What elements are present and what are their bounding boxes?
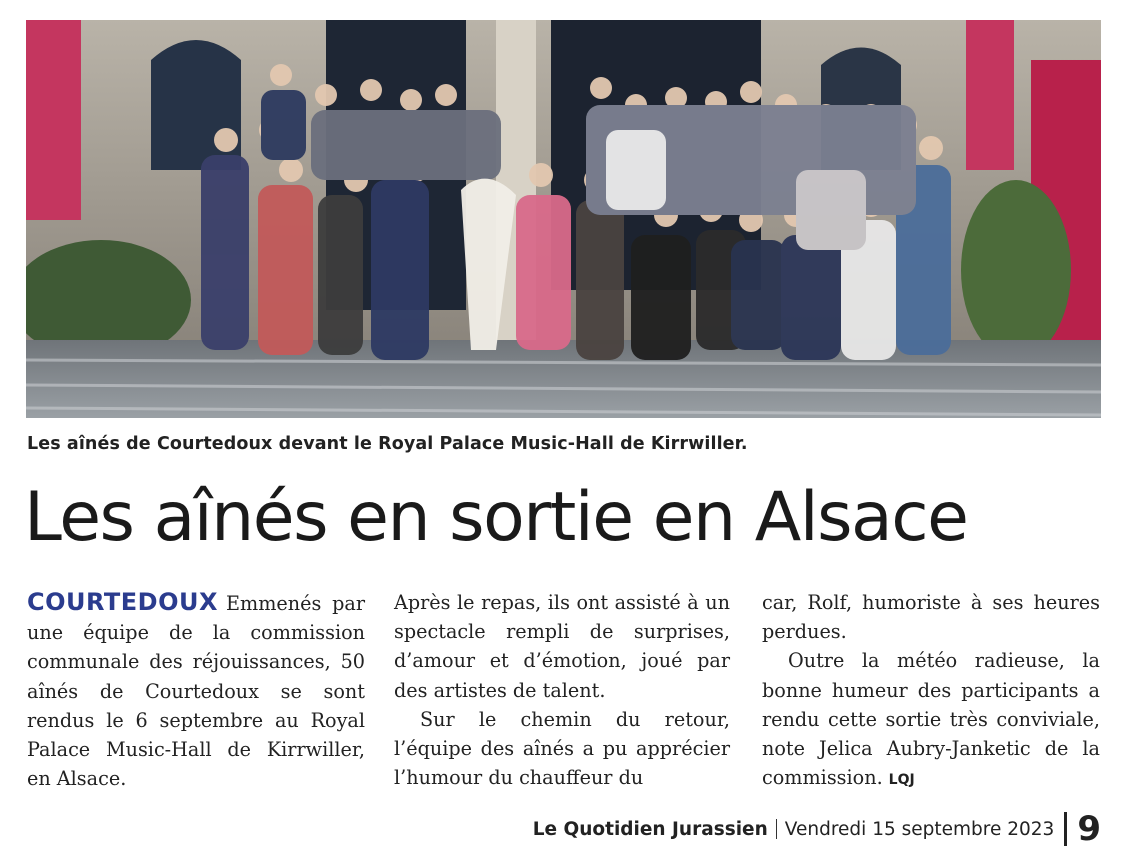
paragraph-text: Sur le chemin du retour, l’équipe des aînés a pu apprécier l’humour du chauffeur du bbox=[394, 707, 730, 790]
article-column-1 bbox=[27, 588, 365, 793]
divider bbox=[776, 819, 777, 839]
page-number: 9 bbox=[1077, 809, 1101, 849]
publication-name: Le Quotidien Jurassien bbox=[532, 818, 768, 840]
publication-date: Vendredi 15 septembre 2023 bbox=[784, 818, 1055, 840]
paragraph-text bbox=[762, 646, 1100, 795]
group-photo-illustration bbox=[26, 20, 1101, 418]
article-headline: Les aînés en sortie en Alsace bbox=[24, 478, 968, 557]
paragraph-text: Emmenés par une équipe de la commission communale des réjouissances, 50 aînés de Courtedoux se sont rendus le 6 septembre au Royal Palace Music-Hall de Kirrwiller, en Alsace. bbox=[27, 592, 365, 791]
article-photo bbox=[26, 20, 1101, 418]
article-column-2 bbox=[394, 588, 730, 792]
article-column-3 bbox=[762, 588, 1100, 795]
divider bbox=[1064, 812, 1067, 846]
photo-caption: Les aînés de Courtedoux devant le Royal Palace Music-Hall de Kirrwiller. bbox=[27, 434, 748, 454]
page-footer bbox=[533, 809, 1101, 849]
author-signature: LQJ bbox=[888, 772, 915, 789]
dateline: COURTEDOUX bbox=[27, 588, 218, 616]
paragraph-text: Outre la météo radieuse, la bonne humeur des participants a rendu cette sortie très conviviale, note Jelica Aubry-Janketic de la commission. bbox=[762, 649, 1100, 790]
paragraph-text: Après le repas, ils ont assisté à un spectacle rempli de surprises, d’amour et d’émotion, joué par des artistes de talent. bbox=[394, 591, 730, 702]
paragraph-text: car, Rolf, humoriste à ses heures perdues. bbox=[762, 591, 1100, 644]
